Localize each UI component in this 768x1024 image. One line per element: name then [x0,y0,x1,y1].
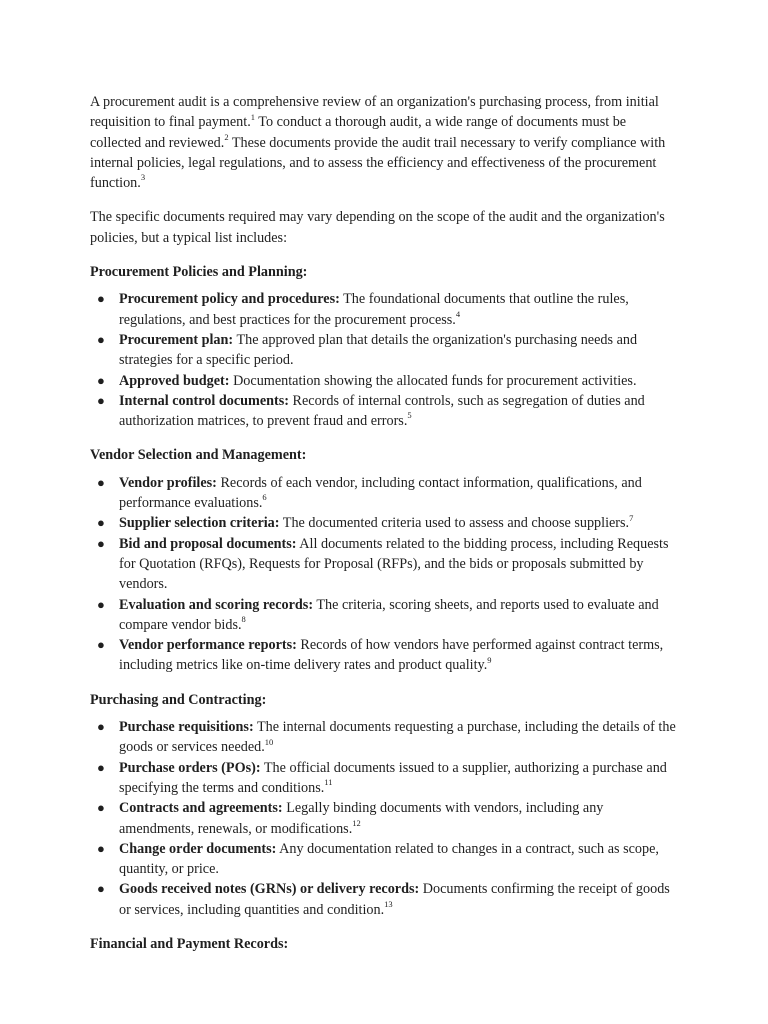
bullet-icon: ● [97,535,105,551]
item-term: Goods received notes (GRNs) or delivery records: [119,881,420,898]
item-term: Vendor performance reports: [119,637,297,654]
bullet-icon: ● [97,291,105,307]
footnote-ref[interactable]: 1 [250,111,256,122]
item-term: Approved budget: [119,372,230,389]
section-heading: Procurement Policies and Planning: [90,264,308,281]
item-term: Bid and proposal documents: [119,535,297,552]
list-item [90,635,680,676]
scope-paragraph: The specific documents required may vary depending on the scope of the audit and the organization's policies, but a typical list includes: [90,209,665,246]
item-term: Internal control documents: [119,392,289,409]
bullet-icon: ● [97,637,105,653]
item-text: The official documents issued to a supplier, authorizing a purchase and specifying the terms and conditions. [119,759,667,796]
item-text: The internal documents requesting a purchase, including the details of the goods or services needed. [119,719,676,756]
item-text: Records of internal controls, such as segregation of duties and authorization matrices, to prevent fraud and errors. [119,392,645,430]
footnote-ref[interactable]: 9 [487,654,492,665]
bullet-icon: ● [97,515,105,531]
item-term: Change order documents: [119,840,277,857]
list-item [90,879,680,920]
item-text: Documentation showing the allocated funds for procurement activities. [229,372,637,389]
bullet-icon: ● [97,392,105,408]
bullet-icon: ● [97,372,105,388]
item-text: Records of each vendor, including contact information, qualifications, and performance evaluations. [119,474,642,512]
item-term: Purchase requisitions: [119,719,254,736]
item-text: All documents related to the bidding process, including Requests for Quotation (RFQs), Requests for Proposal (RFPs), and the bids or proposals submitted by vendors. [119,535,669,593]
footnote-ref[interactable]: 7 [629,512,634,523]
footnote-ref[interactable]: 6 [262,492,267,503]
item-term: Purchase orders (POs): [119,759,261,776]
item-term: Contracts and agreements: [119,800,283,817]
item-text: Records of how vendors have performed against contract terms, including metrics like on-time delivery rates and product quality. [119,637,664,674]
document-list [90,717,680,920]
bullet-icon: ● [97,881,105,897]
footnote-ref[interactable]: 12 [352,817,361,828]
section-heading: Vendor Selection and Management: [90,447,307,464]
footnote-ref[interactable]: 3 [140,172,146,183]
item-text: Documents confirming the receipt of goods or services, including quantities and condition. [119,881,670,918]
bullet-icon: ● [97,331,105,347]
item-text: The documented criteria used to assess and choose suppliers. [279,515,630,532]
document-list [90,289,680,431]
bullet-icon: ● [97,596,105,612]
item-text: Any documentation related to changes in a contract, such as scope, quantity, or price. [119,840,659,878]
document-page [90,92,680,961]
list-item [90,391,680,432]
list-item [90,534,680,595]
item-text: The approved plan that details the organization's purchasing needs and strategies for a specific period. [119,331,638,369]
section-heading: Purchasing and Contracting: [90,691,267,708]
intro-sentence-2: To conduct a thorough audit, a wide range of documents must be collected and reviewed. [90,114,627,151]
bullet-icon: ● [97,474,105,490]
list-item [90,798,680,839]
bullet-icon: ● [97,759,105,775]
footnote-ref[interactable]: 5 [407,410,412,421]
intro-sentence-1: A procurement audit is a comprehensive review of an organization's purchasing process, from initial requisition to final payment. [90,94,659,131]
list-item [90,758,680,799]
item-term: Evaluation and scoring records: [119,596,314,613]
bullet-icon: ● [97,719,105,735]
list-item [90,513,680,533]
item-term: Procurement policy and procedures: [119,291,340,308]
list-item [90,330,680,371]
item-term: Supplier selection criteria: [119,515,280,532]
intro-sentence-3: These documents provide the audit trail necessary to verify compliance with internal policies, legal regulations, and to assess the efficiency and effectiveness of the procurement function. [90,134,666,192]
list-item [90,717,680,758]
list-item [90,595,680,636]
footnote-ref[interactable]: 11 [324,777,333,788]
footnote-ref[interactable]: 13 [384,898,393,909]
item-term: Procurement plan: [119,331,234,348]
bullet-icon: ● [97,840,105,856]
footnote-ref[interactable]: 4 [455,308,461,319]
document-list [90,473,680,676]
list-item [90,289,680,330]
footnote-ref[interactable]: 8 [241,614,246,625]
section-heading: Financial and Payment Records: [90,935,289,952]
item-term: Vendor profiles: [119,474,217,491]
footnote-ref[interactable]: 2 [224,131,229,142]
intro-paragraph [90,92,680,193]
list-item [90,371,680,391]
item-text: The criteria, scoring sheets, and reports used to evaluate and compare vendor bids. [119,596,659,633]
bullet-icon: ● [97,800,105,816]
footnote-ref[interactable]: 10 [264,736,274,747]
list-item [90,839,680,880]
list-item [90,473,680,514]
item-text: Legally binding documents with vendors, including any amendments, renewals, or modifications. [119,800,604,837]
item-text: The foundational documents that outline the rules, regulations, and best practices for the procurement process. [119,291,629,328]
